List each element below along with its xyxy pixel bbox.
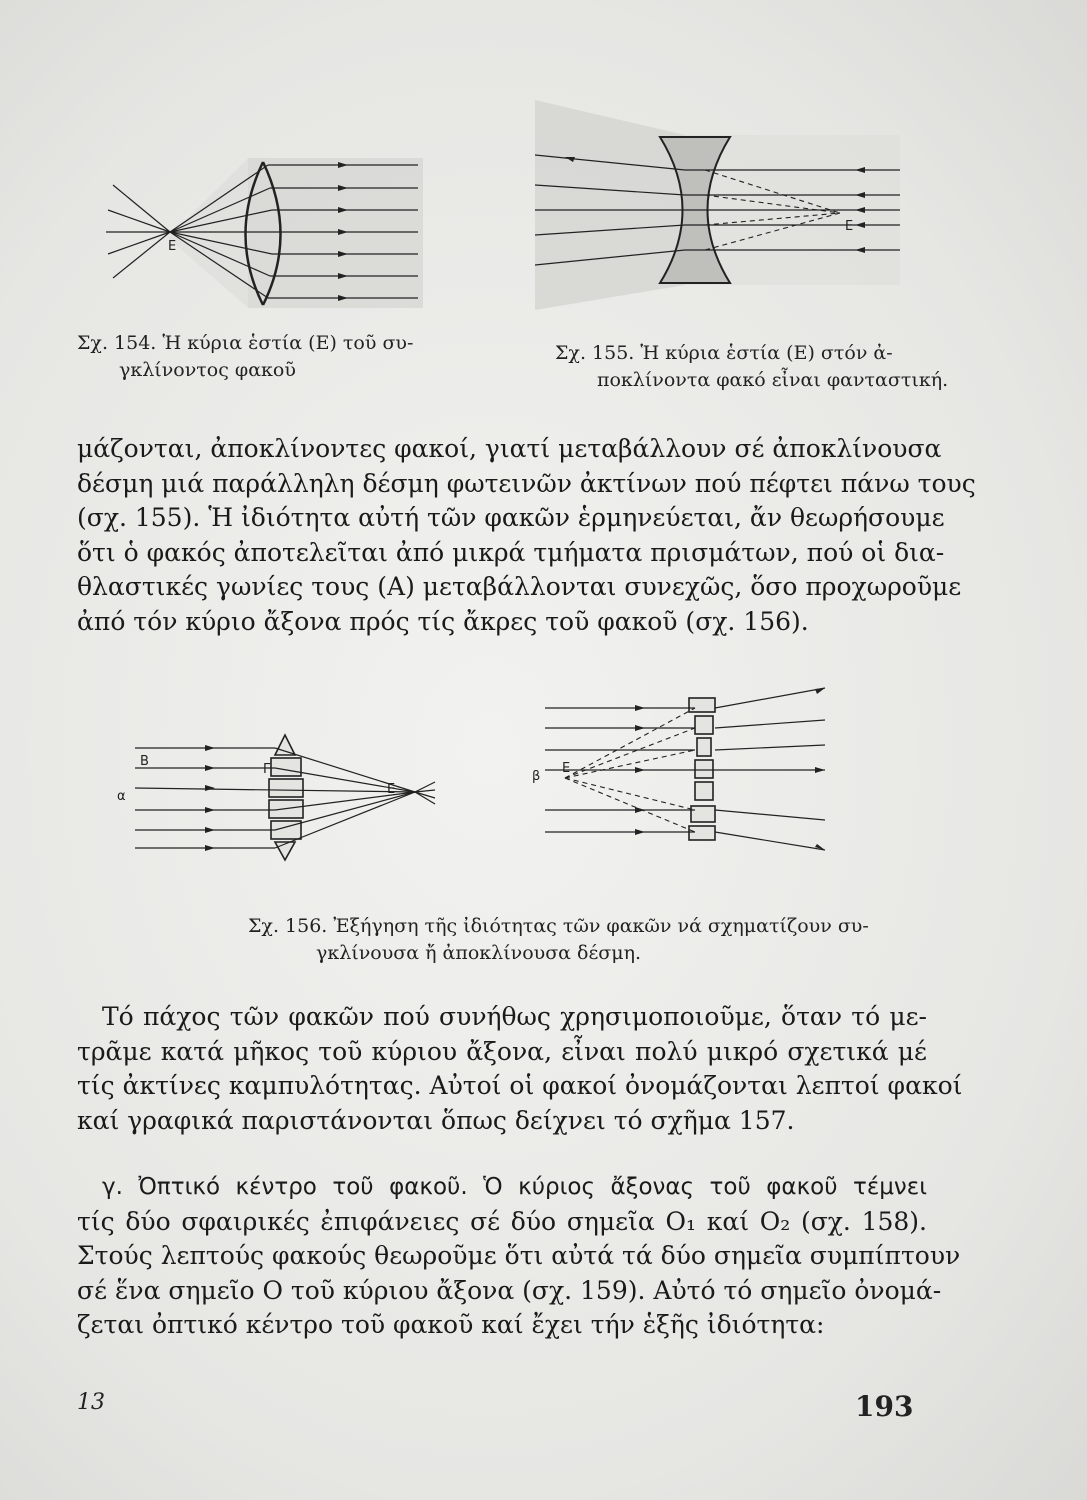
fig155-focus-label: Ε	[845, 219, 854, 234]
converging-lens-diagram	[98, 150, 438, 310]
figure-155-caption: Σχ. 155. Ἡ κύρια ἑστία (Ε) στόν ἀ- ποκλίνοντα φακό εἶναι φανταστική.	[555, 342, 949, 391]
diverging-lens-diagram	[535, 95, 915, 315]
printer-signature: 13	[77, 1390, 105, 1415]
figure-154	[98, 150, 438, 310]
fig156-label-alpha: α	[117, 789, 126, 804]
paragraph-2: Τό πάχος τῶν φακῶν πού συνήθως χρησιμοποιοῦμε, ὅταν τό με- τρᾶμε κατά μῆκος τοῦ κύριου ἄξονα, εἶναι πολύ μικρό σχετικά μέ τίς ἀκτίνες καμπυλότητας. Αὐτοί οἱ φακοί ὀνομάζονται λεπτοί φακοί καί γραφικά παριστάνονται ὅπως δείχνει τό σχῆμα 157.	[77, 1002, 963, 1135]
figure-156-caption: Σχ. 156. Ἐξήγηση τῆς ἰδιότητας τῶν φακῶν νά σχηματίζουν συ- γκλίνουσα ἤ ἀποκλίνουσα δέσμη.	[248, 915, 869, 964]
fig156-label-E-right: Ε	[562, 761, 571, 776]
fig156-label-Gamma: Γ	[263, 762, 271, 777]
fig156-label-B: Β	[140, 754, 149, 769]
page-number: 193	[855, 1390, 914, 1423]
paragraph-3: γ. Ὀπτικό κέντρο τοῦ φακοῦ. Ὁ κύριος ἄξονας τοῦ φακοῦ τέμνει τίς δύο σφαιρικές ἐπιφάνειες σέ δύο σημεῖα Ο₁ καί Ο₂ (σχ. 158). Στούς λεπτούς φακούς θεωροῦμε ὅτι αὐτά τά δύο σημεῖα συμπίπτουν σέ ἕνα σημεῖο Ο τοῦ κύριου ἄξονα (σχ. 159). Αὐτό τό σημεῖο ὀνομά- ζεται ὀπτικό κέντρο τοῦ φακοῦ καί ἔχει τήν ἑξῆς ἰδιότητα:	[77, 1174, 961, 1339]
figure-156	[95, 680, 855, 880]
figure-154-caption: Σχ. 154. Ἡ κύρια ἑστία (Ε) τοῦ συ- γκλίνοντος φακοῦ	[77, 332, 414, 381]
figure-155	[535, 95, 915, 315]
fig156-label-beta: β	[532, 769, 541, 784]
fig156-label-E-left: Ε	[387, 782, 396, 797]
paragraph-1: μάζονται, ἀποκλίνοντες φακοί, γιατί μεταβάλλουν σέ ἀποκλίνουσα δέσμη μιά παράλληλη δέσμη φωτεινῶν ἀκτίνων πού πέφτει πάνω τους (σχ. 155). Ἡ ἰδιότητα αὐτή τῶν φακῶν ἑρμηνεύεται, ἄν θεωρήσουμε ὅτι ὁ φακός ἀποτελεῖται ἀπό μικρά τμήματα πρισμάτων, πού οἱ δια- θλαστικές γωνίες τους (Α) μεταβάλλονται συνεχῶς, ὅσο προχωροῦμε ἀπό τόν κύριο ἄξονα πρός τίς ἄκρες τοῦ φακοῦ (σχ. 156).	[77, 434, 976, 636]
fig154-focus-label: Ε	[168, 239, 177, 254]
prism-lens-diagrams	[95, 680, 855, 880]
